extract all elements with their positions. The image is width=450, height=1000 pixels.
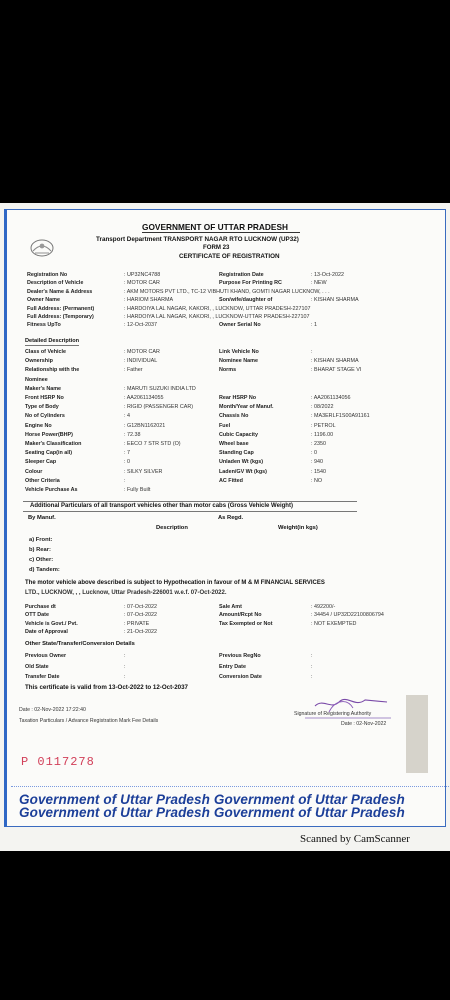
field-label: Vehicle is Govt./ Pvt. xyxy=(25,620,78,627)
field-value: : UP32NC4788 xyxy=(124,272,161,278)
header-cert: CERTIFICATE OF REGISTRATION xyxy=(179,253,280,260)
field-label: Horse Power(BHP) xyxy=(25,431,73,438)
field-value: : 34454 / UP32D22100806794 xyxy=(311,612,384,619)
field-value: : MA3ERLF1S00A91161 xyxy=(311,413,370,420)
print-date: Date : 02-Nov-2022 17:22:40 xyxy=(19,707,86,713)
field-label: Old State xyxy=(25,663,49,670)
field-label: Nominee Name xyxy=(219,358,258,365)
field-value: : 940 xyxy=(311,459,323,466)
header-govt: GOVERNMENT OF UTTAR PRADESH xyxy=(142,222,288,232)
weight-label: Weight(in kgs) xyxy=(278,525,318,531)
field-label: Chassis No xyxy=(219,413,249,420)
field-value: : BHARAT STAGE VI xyxy=(311,367,362,374)
field-label: Transfer Date xyxy=(25,674,60,680)
field-value: : xyxy=(311,653,313,659)
field-value: : 12-Oct-2037 xyxy=(124,322,157,329)
band-dotted-rule xyxy=(11,786,449,789)
field-label: Front HSRP No xyxy=(25,395,64,401)
footer-band xyxy=(11,786,449,826)
scanner-watermark: Scanned by CamScanner xyxy=(300,833,410,845)
field-value: : NEW xyxy=(311,280,327,287)
field-value: : MARUTI SUZUKI INDIA LTD xyxy=(124,385,196,392)
field-value: : HARDOIYA LAL NAGAR, KAKORI, , LUCKNOW, UTTAR PRADESH-227107 xyxy=(124,305,311,312)
field-value: : 0 xyxy=(311,450,317,457)
serial-number: P 0117278 xyxy=(21,755,95,769)
field-label: Conversion Date xyxy=(219,674,262,680)
field-label: Purpose For Printing RC xyxy=(219,280,282,287)
axle-label: a) Front: xyxy=(29,537,53,543)
field-label: Cubic Capacity xyxy=(219,431,258,438)
field-value: : 1540 xyxy=(311,468,326,475)
field-value: : 492200/- xyxy=(311,604,336,610)
axle-label: d) Tandem: xyxy=(29,567,60,573)
field-label: Relationship with the xyxy=(25,367,80,374)
additional-top-rule xyxy=(23,501,357,502)
field-value: : AKM MOTORS PVT LTD., TC-12 VIBHUTI KHAND, GOMTI NAGAR LUCKNOW, . . . xyxy=(124,288,330,295)
header-form: FORM 23 xyxy=(203,244,230,251)
as-regd-label: As Regd. xyxy=(218,515,244,521)
field-label: Entry Date xyxy=(219,663,246,670)
field-label: Dealer's Name & Address xyxy=(27,288,93,295)
right-edge-shadow xyxy=(406,695,428,773)
field-value: : 2350 xyxy=(311,441,326,447)
detailed-title: Detailed Description xyxy=(25,338,80,344)
field-label: Amount/Rcpt No xyxy=(219,612,262,619)
field-value: : HARIOM SHARMA xyxy=(124,297,174,304)
field-value: : NOT EXEMPTED xyxy=(311,620,357,627)
field-value: : Fully Built xyxy=(124,487,151,493)
field-label: AC Fitted xyxy=(219,477,243,484)
field-value: : xyxy=(124,663,126,670)
field-label: Sale Amt xyxy=(219,604,242,610)
field-label: Description of Vehicle xyxy=(27,280,84,287)
field-value: : KISHAN SHARMA xyxy=(311,297,359,304)
field-value: : 21-Oct-2022 xyxy=(124,629,157,636)
field-label: Maker's Name xyxy=(25,385,62,392)
additional-title: Additional Particulars of all transport vehicles other than motor cabs (Gross Vehicle Weight) xyxy=(30,503,293,509)
footer-band-line2: Government of Uttar Pradesh Government of Uttar Pradesh xyxy=(19,805,405,820)
field-label: Class of Vehicle xyxy=(25,349,67,355)
field-value: : AA2061134056 xyxy=(311,395,351,401)
certificate-sheet xyxy=(0,203,450,851)
field-value: : MOTOR CAR xyxy=(124,349,160,355)
field-value: : KISHAN SHARMA xyxy=(311,358,359,365)
field-label: Type of Body xyxy=(25,404,59,411)
axle-label: c) Other: xyxy=(29,557,54,563)
field-label: OTT Date xyxy=(25,612,49,619)
description-label: Description xyxy=(156,525,188,531)
field-label: Previous Owner xyxy=(25,653,67,659)
field-value: : xyxy=(124,674,126,680)
transfer-title: Other State/Transfer/Conversion Details xyxy=(25,641,135,647)
field-label: Previous RegNo xyxy=(219,653,261,659)
field-value: : 7 xyxy=(124,450,130,457)
header-dept: Transport Department TRANSPORT NAGAR RTO LUCKNOW (UP32) xyxy=(96,236,299,243)
field-value: : Father xyxy=(124,367,143,374)
field-label: Rear HSRP No xyxy=(219,395,257,401)
field-value: : 08/2022 xyxy=(311,404,334,411)
by-manuf-label: By Manuf. xyxy=(28,515,56,521)
field-label: Colour xyxy=(25,468,43,475)
field-value: : xyxy=(311,674,313,680)
field-label: Nominee xyxy=(25,376,48,383)
field-label: Son/wife/daughter of xyxy=(219,297,273,304)
field-value: : AA2061134055 xyxy=(124,395,164,401)
field-label: Standing Cap xyxy=(219,450,254,457)
field-label: Norms xyxy=(219,367,237,374)
taxation-line: Taxation Particulars / Advance Registration Mark Fee Details xyxy=(19,718,159,724)
field-value: : 07-Oct-2022 xyxy=(124,612,157,619)
header-underline xyxy=(142,232,300,233)
field-label: Wheel base xyxy=(219,441,249,447)
field-label: Engine No xyxy=(25,422,52,429)
field-value: : EECO 7 STR STD (O) xyxy=(124,441,181,447)
field-label: Maker's Classification xyxy=(25,441,82,447)
signature-stamp-icon xyxy=(295,696,395,722)
field-label: Full Address: (Temporary) xyxy=(27,314,94,320)
footer-band-line1: Government of Uttar Pradesh Government of Uttar Pradesh xyxy=(19,792,405,807)
field-label: Other Criteria xyxy=(25,477,60,484)
field-label: Tax Exempted or Not xyxy=(219,620,273,627)
field-value: : 4 xyxy=(124,413,130,420)
field-value: : INDIVIDUAL xyxy=(124,358,158,365)
field-label: Ownership xyxy=(25,358,53,365)
field-label: Date of Approval xyxy=(25,629,68,636)
state-emblem-icon xyxy=(29,237,55,259)
field-label: Fitness UpTo xyxy=(27,322,61,329)
field-label: Seating Cap(in all) xyxy=(25,450,73,457)
axle-label: b) Rear: xyxy=(29,547,51,553)
field-label: Purchase dt xyxy=(25,604,56,610)
field-value: : PETROL xyxy=(311,422,336,429)
hypothecation-line1: The motor vehicle above described is subject to Hypothecation in favour of M & M FINANCIAL SERVICES xyxy=(25,580,325,586)
field-label: Unladen Wt (kgs) xyxy=(219,459,264,466)
field-value: : xyxy=(124,477,126,484)
certificate-frame xyxy=(4,209,446,827)
field-label: Vehicle Purchase As xyxy=(25,487,78,493)
field-value: : RIGID (PASSENGER CAR) xyxy=(124,404,194,411)
field-value: : G12BN1162021 xyxy=(124,422,166,429)
field-value: : xyxy=(311,663,313,670)
field-label: Registration Date xyxy=(219,272,264,278)
field-value: : PRIVATE xyxy=(124,620,150,627)
field-value: : 0 xyxy=(124,459,130,466)
field-label: Link Vehicle No xyxy=(219,349,259,355)
field-value: : MOTOR CAR xyxy=(124,280,160,287)
detailed-underline xyxy=(25,345,79,346)
field-label: Laden/GV Wt (kgs) xyxy=(219,468,267,475)
field-label: Owner Serial No xyxy=(219,322,261,329)
field-label: Registration No xyxy=(27,272,68,278)
signature-label: Signature of Registering Authority xyxy=(294,711,372,717)
field-value: : xyxy=(311,349,313,355)
field-value: : NO xyxy=(311,477,323,484)
field-value: : HARDOIYA LAL NAGAR, KAKORI, , LUCKNOW-UTTAR PRADESH-227107 xyxy=(124,314,310,320)
field-label: Owner Name xyxy=(27,297,60,304)
field-label: Month/Year of Manuf. xyxy=(219,404,274,411)
field-label: No of Cylinders xyxy=(25,413,65,420)
signature-date: Date : 02-Nov-2022 xyxy=(341,721,387,727)
additional-bottom-rule xyxy=(23,511,357,512)
field-label: Full Address: (Permanent) xyxy=(27,305,95,312)
field-value: : xyxy=(124,653,126,659)
field-value: : SILKY SILVER xyxy=(124,468,163,475)
field-label: Fuel xyxy=(219,422,231,429)
field-label: Sleeper Cap xyxy=(25,459,57,466)
field-value: : 72.38 xyxy=(124,431,141,438)
field-value: : 1 xyxy=(311,322,317,329)
field-value: : 07-Oct-2022 xyxy=(124,604,157,610)
validity-text: This certificate is valid from 13-Oct-2022 to 12-Oct-2037 xyxy=(25,684,189,691)
field-value: : 13-Oct-2022 xyxy=(311,272,344,278)
field-value: : 1196.00 xyxy=(311,431,334,438)
hypothecation-line2: LTD., LUCKNOW, , , Lucknow, Uttar Pradesh-226001 w.e.f. 07-Oct-2022. xyxy=(25,590,227,596)
